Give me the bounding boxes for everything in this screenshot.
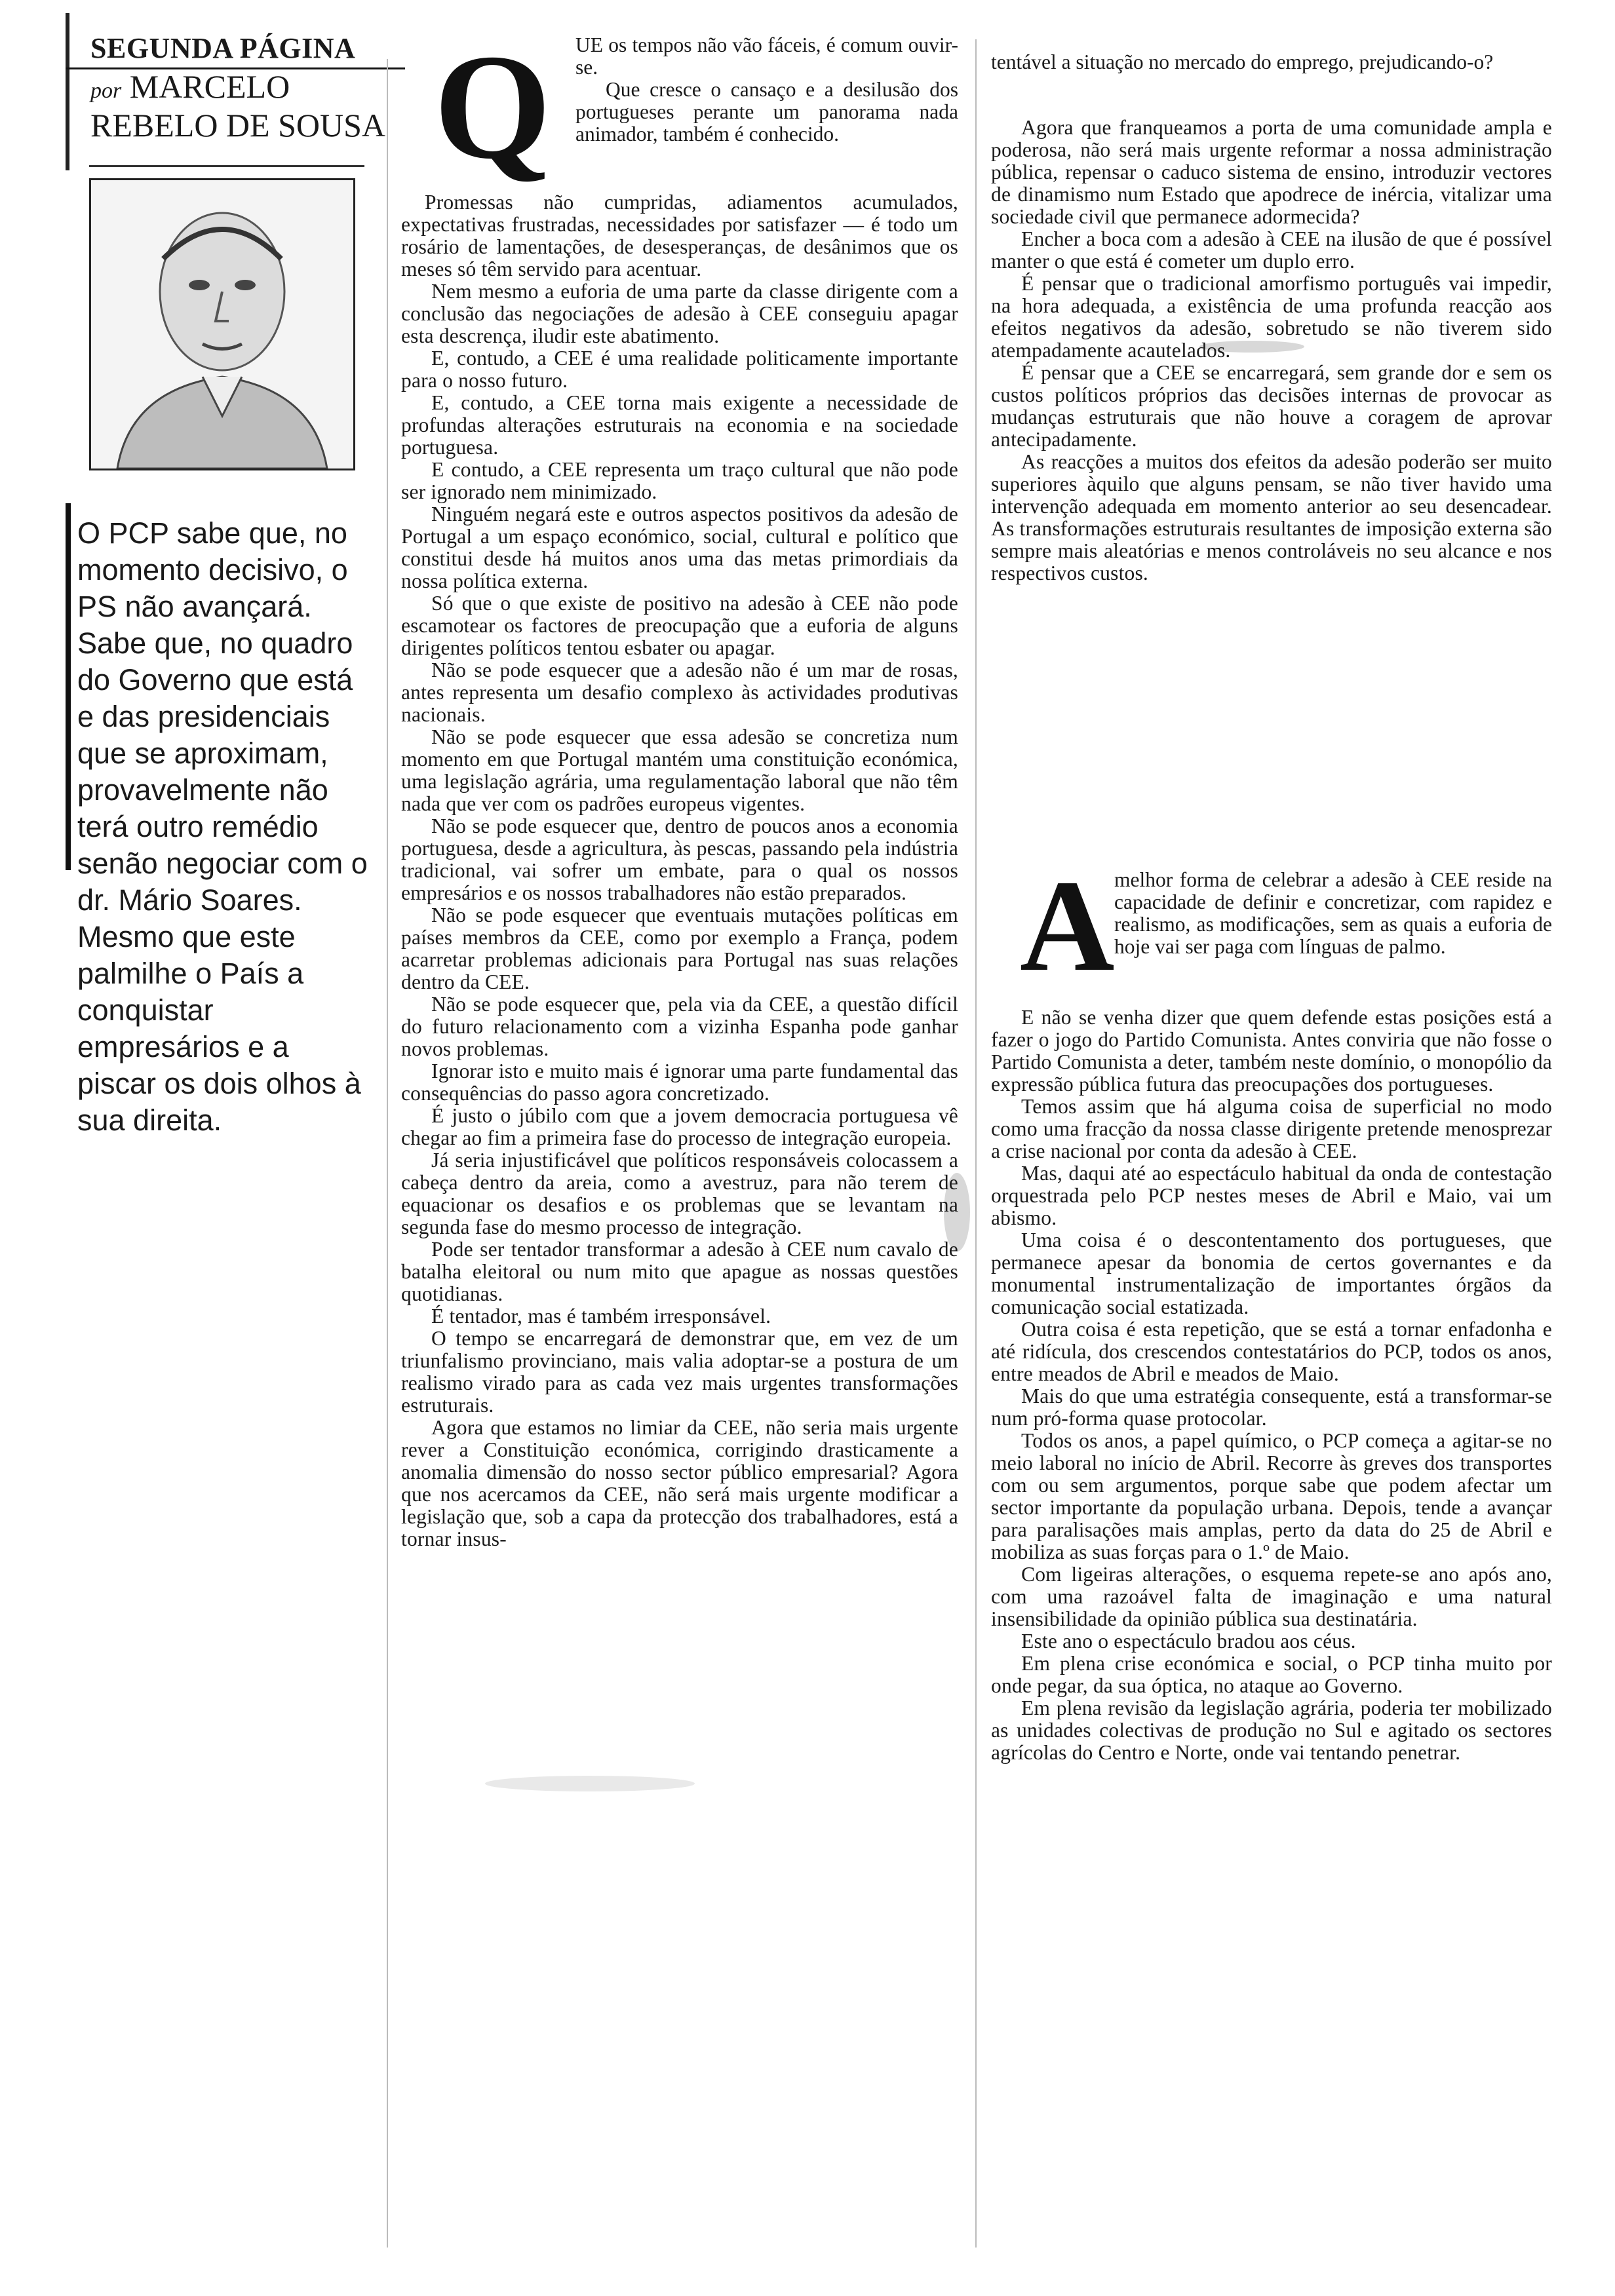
byline bbox=[66, 69, 433, 142]
paragraph: É pensar que a CEE se encarregará, sem grande dor e sem os custos políticos próprios das decisões internas de provocar as mudanças estruturais que não houve a coragem de aprovar antecipadamente. bbox=[991, 361, 1552, 451]
paragraph: Não se pode esquecer que eventuais mutações políticas em países membros da CEE, como por exemplo a França, podem acarretar problemas adicionais para Portugal nas suas relações dentro da CEE. bbox=[401, 904, 958, 993]
column-header bbox=[66, 28, 433, 142]
article-intro bbox=[575, 34, 958, 145]
author-first-name: MARCELO bbox=[129, 68, 290, 105]
intro-paragraph: melhor forma de celebrar a adesão à CEE reside na capacidade de definir e concretizar, com rapidez e realismo, as modificações, sem as quais a euforia de hoje vai ser paga com línguas de palmo. bbox=[1114, 868, 1552, 958]
article-column-2-continuation bbox=[991, 51, 1552, 73]
paragraph: Este ano o espectáculo bradou aos céus. bbox=[1021, 1630, 1356, 1653]
paragraph: Promessas não cumpridas, adiamentos acumulados, expectativas frustradas, necessidades por satisfazer — é todo um rosário de lamentações, de desesperanças, de desânimos que os meses só têm servido para acentuar. bbox=[401, 191, 958, 280]
print-smudge bbox=[944, 1173, 970, 1252]
paragraph: E contudo, a CEE representa um traço cultural que não pode ser ignorado nem minimizado. bbox=[401, 458, 958, 503]
paragraph: Ignorar isto e muito mais é ignorar uma parte fundamental das consequências do passo agora concretizado. bbox=[401, 1060, 958, 1105]
paragraph: Em plena crise económica e social, o PCP tinha muito por onde pegar, da sua óptica, no ataque ao Governo. bbox=[991, 1652, 1552, 1697]
paragraph: Agora que estamos no limiar da CEE, não seria mais urgente rever a Constituição económica, corrigindo drasticamente a anomalia dimensão do nosso sector público empresarial? Agora que nos acercamos da CEE, não será mais urgente modificar a legislação que, sob a capa da protecção dos trabalhadores, está a tornar insus- bbox=[401, 1416, 958, 1550]
paragraph: É pensar que o tradicional amorfismo português vai impedir, na hora adequada, a existência de uma profunda reacção aos efeitos negativos da adesão, sobretudo se não tiverem sido atempadamente acautelados. bbox=[991, 272, 1552, 362]
byline-prefix: por bbox=[90, 79, 122, 103]
section-rubric: SEGUNDA PÁGINA bbox=[66, 28, 405, 69]
paragraph: Não se pode esquecer que, dentro de poucos anos a economia portuguesa, desde a agricultura, às pescas, passando pela indústria tradicional, vai sofrer um embate, para o qual os nossos empresários e os nossos trabalhadores não estão preparados. bbox=[401, 814, 958, 904]
portrait-sketch bbox=[91, 180, 353, 469]
author-last-name: REBELO DE SOUSA bbox=[90, 107, 386, 144]
paragraph: É tentador, mas é também irresponsável. bbox=[431, 1305, 771, 1328]
paragraph: Agora que franqueamos a porta de uma comunidade ampla e poderosa, não será mais urgente reformar a nossa administração pública, repensar o caduco sistema de ensino, introduzir vectores de dinamismo num Estado que apodrece de inércia, vitalizar uma sociedade civil que permanece adormecida? bbox=[991, 116, 1552, 228]
column-divider-2 bbox=[975, 39, 977, 2248]
paragraph: Mas, daqui até ao espectáculo habitual da onda de contestação orquestrada pelo PCP nestes meses de Abril e Maio, vai um abismo. bbox=[991, 1162, 1552, 1229]
article-column-1 bbox=[401, 191, 958, 1550]
print-smudge bbox=[1199, 341, 1304, 353]
paragraph: Encher a boca com a adesão à CEE na ilusão de que é possível manter o que está é cometer um duplo erro. bbox=[991, 227, 1552, 273]
article-column-2-lower bbox=[991, 1006, 1552, 1764]
pull-quote: O PCP sabe que, no momento decisivo, o PS não avançará. Sabe que, no quadro do Governo que está e das presidenciais que se aproximam, provavelmente não terá outro remédio senão negociar com o dr. Mário Soares. Mesmo que este palmilhe o País a conquistar empresários e a piscar os dois olhos à sua direita. bbox=[77, 516, 368, 1137]
intro-paragraph: Que cresce o cansaço e a desilusão dos portugueses perante um panorama nada animador, também é conhecido. bbox=[575, 78, 958, 145]
paragraph: Com ligeiras alterações, o esquema repete-se ano após ano, com uma razoável falta de imaginação e uma natural insensibilidade da opinião pública sua destinatária. bbox=[991, 1563, 1552, 1630]
continued-paragraph: tentável a situação no mercado do emprego, prejudicando-o? bbox=[991, 50, 1494, 73]
paragraph: Já seria injustificável que políticos responsáveis colocassem a cabeça dentro da areia, como a avestruz, para não terem de equacionar os desafios e os problemas que se levantam na segunda fase do mesmo processo de integração. bbox=[401, 1149, 958, 1238]
paragraph: Não se pode esquecer que essa adesão se concretiza num momento em que Portugal mantém uma constituição económica, uma legislação agrária, uma regulamentação laboral que não têm nada que ver com os padrões europeus vigentes. bbox=[401, 725, 958, 815]
drop-cap-q: Q bbox=[434, 23, 551, 190]
pullquote-rule bbox=[66, 503, 71, 870]
paragraph: Não se pode esquecer que, pela via da CEE, a questão difícil do futuro relacionamento com a vizinha Espanha pode ganhar novos problemas. bbox=[401, 993, 958, 1060]
paragraph: É justo o júbilo com que a jovem democracia portuguesa vê chegar ao fim a primeira fase do processo de integração europeia. bbox=[401, 1104, 958, 1149]
paragraph: Outra coisa é esta repetição, que se está a tornar enfadonha e até ridícula, dos crescendos contestatários do PCP, todos os anos, entre meados de Abril e meados de Maio. bbox=[991, 1318, 1552, 1385]
paragraph: Todos os anos, a papel químico, o PCP começa a agitar-se no meio laboral no início de Abril. Recorre às greves dos transportes com ou sem argumentos, porque sabe que podem afectar um sector importante da população urbana. Depois, tende a avançar para paralisações mais amplas, perto da data do 25 de Abril e mobiliza as suas forças para o 1.º de Maio. bbox=[991, 1429, 1552, 1563]
paragraph: Uma coisa é o descontentamento dos portugueses, que permanece apesar da bonomia de certos governantes e da monumental instrumentalização de importantes órgãos da comunicação social estatizada. bbox=[991, 1229, 1552, 1318]
paragraph: Nem mesmo a euforia de uma parte da classe dirigente com a conclusão das negociações de adesão à CEE conseguiu apagar esta descrença, iludir este abatimento. bbox=[401, 280, 958, 347]
paragraph: Mais do que uma estratégia consequente, está a transformar-se num pró-forma quase protocolar. bbox=[991, 1385, 1552, 1430]
paragraph: O tempo se encarregará de demonstrar que, em vez de um triunfalismo provinciano, mais valia adoptar-se a postura de um realismo virado para as cada vez mais urgentes transformações estruturais. bbox=[401, 1327, 958, 1417]
paragraph: Não se pode esquecer que a adesão não é um mar de rosas, antes representa um desafio complexo às actividades produtivas nacionais. bbox=[401, 659, 958, 726]
intro-paragraph: UE os tempos não vão fáceis, é comum ouvir-se. bbox=[575, 33, 958, 79]
header-rule bbox=[89, 165, 364, 167]
paragraph: Em plena revisão da legislação agrária, poderia ter mobilizado as unidades colectivas de produção no Sul e agitado os sectores agrícolas do Centro e Norte, onde vai tentando penetrar. bbox=[991, 1696, 1552, 1764]
print-smudge bbox=[485, 1776, 695, 1791]
drop-cap-a: A bbox=[1020, 854, 1115, 999]
column-divider-1 bbox=[387, 59, 388, 2248]
author-portrait bbox=[89, 178, 355, 470]
paragraph: E não se venha dizer que quem defende estas posições está a fazer o jogo do Partido Comunista. Antes conviria que não fosse o Partido Comunista a deter, também neste domínio, o monopólio da expressão pública futura das preocupações dos portugueses. bbox=[991, 1006, 1552, 1096]
paragraph: Temos assim que há alguma coisa de superficial no modo como uma fracção da nossa classe dirigente pretende menosprezar a crise nacional por conta da adesão à CEE. bbox=[991, 1095, 1552, 1162]
paragraph: Pode ser tentador transformar a adesão à CEE num cavalo de batalha eleitoral ou num mito que apague as nossas questões quotidianas. bbox=[401, 1238, 958, 1305]
paragraph: Só que o que existe de positivo na adesão à CEE não pode escamotear os factores de preocupação que a euforia de alguns dirigentes políticos tentou esbater ou apagar. bbox=[401, 592, 958, 659]
section-two-intro bbox=[1114, 869, 1552, 958]
paragraph: E, contudo, a CEE torna mais exigente a necessidade de profundas alterações estruturais na economia e na sociedade portuguesa. bbox=[401, 391, 958, 459]
paragraph: E, contudo, a CEE é uma realidade politicamente importante para o nosso futuro. bbox=[401, 347, 958, 392]
paragraph: Ninguém negará este e outros aspectos positivos da adesão de Portugal a um espaço económico, social, cultural e político que constitui desde há muitos anos uma das metas primordiais da nossa política externa. bbox=[401, 503, 958, 592]
paragraph: As reacções a muitos dos efeitos da adesão poderão ser muito superiores àquilo que alguns pensam, se não tiver havido uma intervenção adequada em momento anterior ao seu desencadear. As transformações estruturais resultantes de imposição externa são sempre mais aleatórias e menos controláveis no seu alcance e nos respectivos custos. bbox=[991, 450, 1552, 584]
